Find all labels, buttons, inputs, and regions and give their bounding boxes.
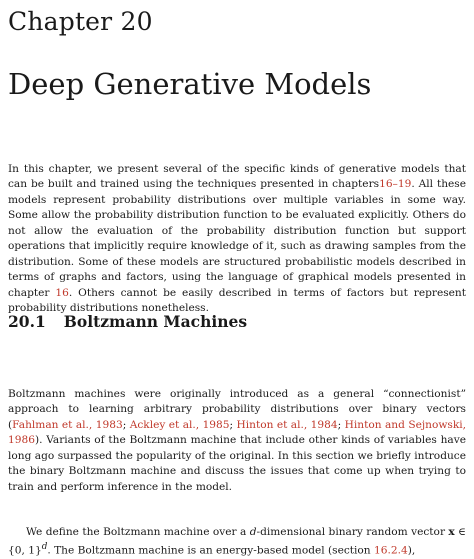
boltzmann-text-3e: . The Boltzmann machine is an energy-based model (section (47, 544, 374, 557)
boltzmann-text-3a: We define the Boltzmann machine over a (26, 525, 250, 538)
boltzmann-text-2: ). Variants of the Boltzmann machine that include other kinds of variables have long ago surpassed the popularity of the original. In this section we briefly introduce the binary Boltzmann machine and discuss the issues that come up when trying to train and perform inference in the model. (8, 434, 466, 493)
chapter-title: Deep Generative Models (8, 67, 372, 101)
section-number: 20.1 (8, 312, 46, 331)
intro-text-3: . Others cannot be easily described in terms of factors but represent probability distributions nonetheless. (8, 286, 467, 315)
intro-text-1: In this chapter, we present several of the specific kinds of generative models that can be built and trained using the techniques presented in chapters (8, 162, 466, 191)
section-heading (8, 314, 247, 330)
boltzmann-text-3f: ), (407, 544, 416, 557)
section-title: Boltzmann Machines (63, 312, 248, 331)
math-superscript-d: d (41, 542, 48, 553)
boltzmann-text-1: Boltzmann machines were originally introduced as a general “connectionist” approach to learning arbitrary probability distributions over binary vectors ( (8, 387, 466, 431)
citation-separator: ; (337, 418, 345, 431)
citation-separator: ; (229, 418, 237, 431)
boltzmann-paragraph-2 (8, 525, 466, 559)
ref-chapter-16[interactable]: 16 (55, 286, 69, 299)
ref-chapters-16-19[interactable]: 16–19 (379, 178, 412, 191)
chapter-label: Chapter 20 (8, 7, 153, 36)
citation-separator: ; (122, 418, 130, 431)
math-set: ∈ {0, 1} (8, 525, 466, 557)
math-vector-x: x (448, 525, 455, 538)
boltzmann-paragraph-1 (8, 387, 466, 496)
citation-hinton-sejnowski[interactable]: Hinton and Sejnowski, 1986 (8, 418, 467, 447)
intro-text-2: . All these models represent probability distributions over multiple variables in some way. Some allow the probability distribution function to be evaluated explicitly. Others do not allow the evaluation of the probability distribution function but support operations that implicitly require knowledge of it, such as drawing samples from the distribution. Some of these models are structured probabilistic models described in terms of graphs and factors, using the language of graphical models presented in chapter (8, 178, 467, 299)
boltzmann-text-3b: -dimensional binary random vector (256, 525, 449, 538)
citation-fahlman[interactable]: Fahlman et al., 1983 (12, 418, 123, 431)
ref-section-16-2-4[interactable]: 16.2.4 (374, 544, 408, 557)
intro-paragraph (8, 162, 466, 317)
citation-ackley[interactable]: Ackley et al., 1985 (129, 418, 230, 431)
math-d: d (249, 525, 257, 538)
citation-hinton-1984[interactable]: Hinton et al., 1984 (236, 418, 338, 431)
